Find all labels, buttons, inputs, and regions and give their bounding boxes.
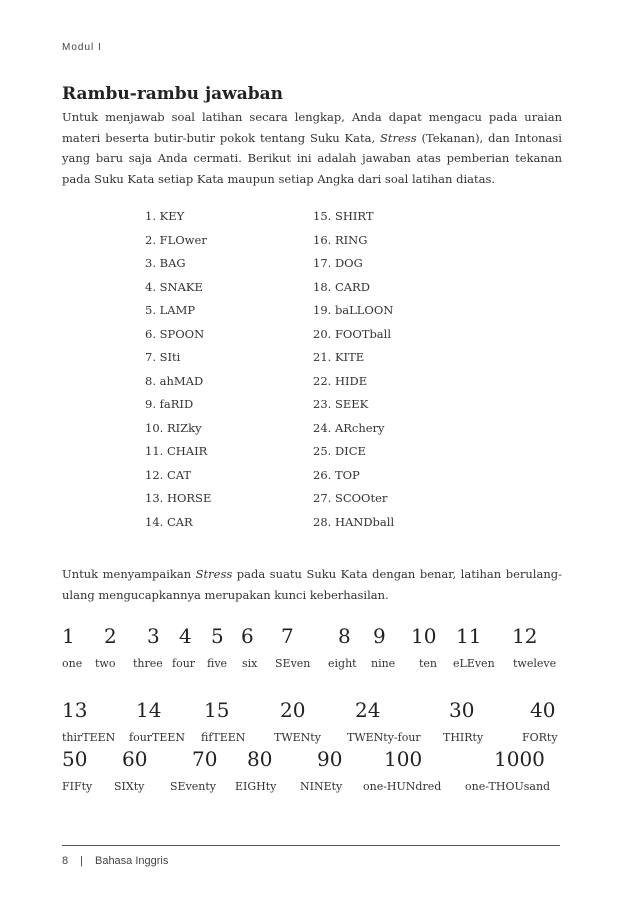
note-text-1: Untuk menyampaikan [62,567,196,581]
answer-row [145,233,545,253]
number-word: five [207,657,228,670]
number-digit: 40 [530,698,556,722]
answer-item: 18. CARD [313,279,370,294]
number-digit: 12 [512,624,538,648]
number-digit: 6 [241,624,254,648]
answer-item: 23. SEEK [313,397,369,411]
number-word: one-HUNdred [363,780,442,793]
number-digit: 14 [136,698,162,722]
answer-row [145,444,545,464]
number-digit: 30 [449,698,475,722]
page-footer [62,855,168,867]
number-word: one-THOUsand [465,780,551,793]
number-digit: 1 [62,624,75,648]
answer-row [145,468,545,488]
answer-row [145,421,545,441]
section-title: Rambu-rambu jawaban [62,84,284,104]
number-word: tweleve [513,657,557,670]
intro-text-1: Untuk menjawab soal latihan secara lengkap, Anda dapat mengacu pada uraian materi beserta butir-butir pokok tentang Suku Kata, [62,110,562,145]
number-digit: 3 [147,624,160,648]
answer-item: 14. CAR [145,515,193,529]
answer-item: 16. RING [313,232,368,247]
answer-row [145,491,545,511]
number-digit: 90 [317,747,343,771]
number-digit: 1000 [494,747,545,771]
number-digit: 50 [62,747,88,771]
number-word: three [133,657,163,670]
number-word: TWENty-four [347,731,421,744]
number-word: two [95,657,116,670]
number-word: thirTEEN [62,731,116,744]
answer-item: 28. HANDball [313,515,395,529]
number-digit: 15 [204,698,230,722]
number-word: THIRty [443,731,484,744]
number-word: FORty [522,731,558,744]
answer-item: 21. KITE [313,350,365,364]
answer-item: 15. SHIRT [313,209,374,223]
number-word: four [172,657,196,670]
answer-item: 6. SPOON [145,326,205,341]
number-digit: 9 [373,624,386,648]
number-digit: 7 [281,624,294,648]
answer-item: 4. SNAKE [145,279,203,294]
footer-separator: | [80,855,83,867]
answer-item: 19. baLLOON [313,303,394,317]
answer-item: 20. FOOTball [313,326,392,341]
answer-row [145,350,545,370]
number-word: ten [419,657,438,670]
note-text-2: pada suatu Suku Kata dengan benar, latihan berulang-ulang mengucapkannya merupakan kunci keberhasilan. [62,567,562,602]
answer-item: 9. faRID [145,397,194,411]
answer-item: 10. RIZky [145,420,202,435]
number-digit: 2 [104,624,117,648]
number-word: eLEven [453,657,495,670]
number-digit: 13 [62,698,88,722]
answer-row [145,280,545,300]
number-digit: 8 [338,624,351,648]
number-word: eight [328,657,357,670]
stress-note [62,564,562,605]
number-word: fourTEEN [129,731,186,744]
intro-text-2: (Tekanan), dan Intonasi yang baru saja Anda cermati. Berikut ini adalah jawaban atas pemberian tekanan pada Suku Kata setiap Kata maupun setiap Angka dari soal latihan diatas. [62,130,562,186]
footer-divider [62,845,560,846]
number-digit: 11 [456,624,482,648]
number-word: six [242,657,258,670]
number-word: nine [371,657,396,670]
answer-row [145,209,545,229]
answer-row [145,256,545,276]
module-label: Modul I [62,42,102,53]
number-digit: 60 [122,747,148,771]
number-word: TWENty [274,731,321,744]
number-digit: 80 [247,747,273,771]
number-word: EIGHty [235,780,277,793]
number-word: NINEty [300,780,343,793]
answer-row [145,397,545,417]
answer-item: 2. FLOwer [145,232,207,247]
number-digit: 20 [280,698,306,722]
answer-item: 8. ahMAD [145,373,204,388]
number-digit: 70 [192,747,218,771]
answer-item: 27. SCOOter [313,491,388,505]
answer-item: 25. DICE [313,444,366,458]
number-word: FIFty [62,780,93,793]
answer-item: 13. HORSE [145,491,212,505]
number-word: SIXty [114,780,145,793]
note-text-stress: Stress [195,567,233,581]
intro-text-stress: Stress [380,130,417,145]
answer-item: 11. CHAIR [145,444,208,458]
answer-item: 1. KEY [145,209,185,223]
answer-item: 24. ARchery [313,420,385,435]
number-word: fifTEEN [201,731,246,744]
intro-paragraph [62,107,562,189]
number-digit: 4 [179,624,192,648]
answer-row [145,303,545,323]
number-digit: 24 [355,698,381,722]
number-digit: 100 [384,747,423,771]
answer-item: 12. CAT [145,467,192,482]
answer-row [145,374,545,394]
number-word: one [62,657,83,670]
number-digit: 10 [411,624,437,648]
number-word: SEven [275,657,311,670]
answer-item: 26. TOP [313,467,360,482]
answer-item: 7. SIti [145,350,181,364]
answer-item: 5. LAMP [145,303,196,317]
answer-row [145,515,545,535]
answer-item: 22. HIDE [313,373,368,388]
book-title: Bahasa Inggris [94,855,169,867]
number-word: SEventy [170,780,217,793]
number-digit: 5 [211,624,224,648]
answer-item: 17. DOG [313,256,363,270]
answer-row [145,327,545,347]
page-number: 8 [62,855,69,867]
answer-item: 3. BAG [145,256,186,270]
